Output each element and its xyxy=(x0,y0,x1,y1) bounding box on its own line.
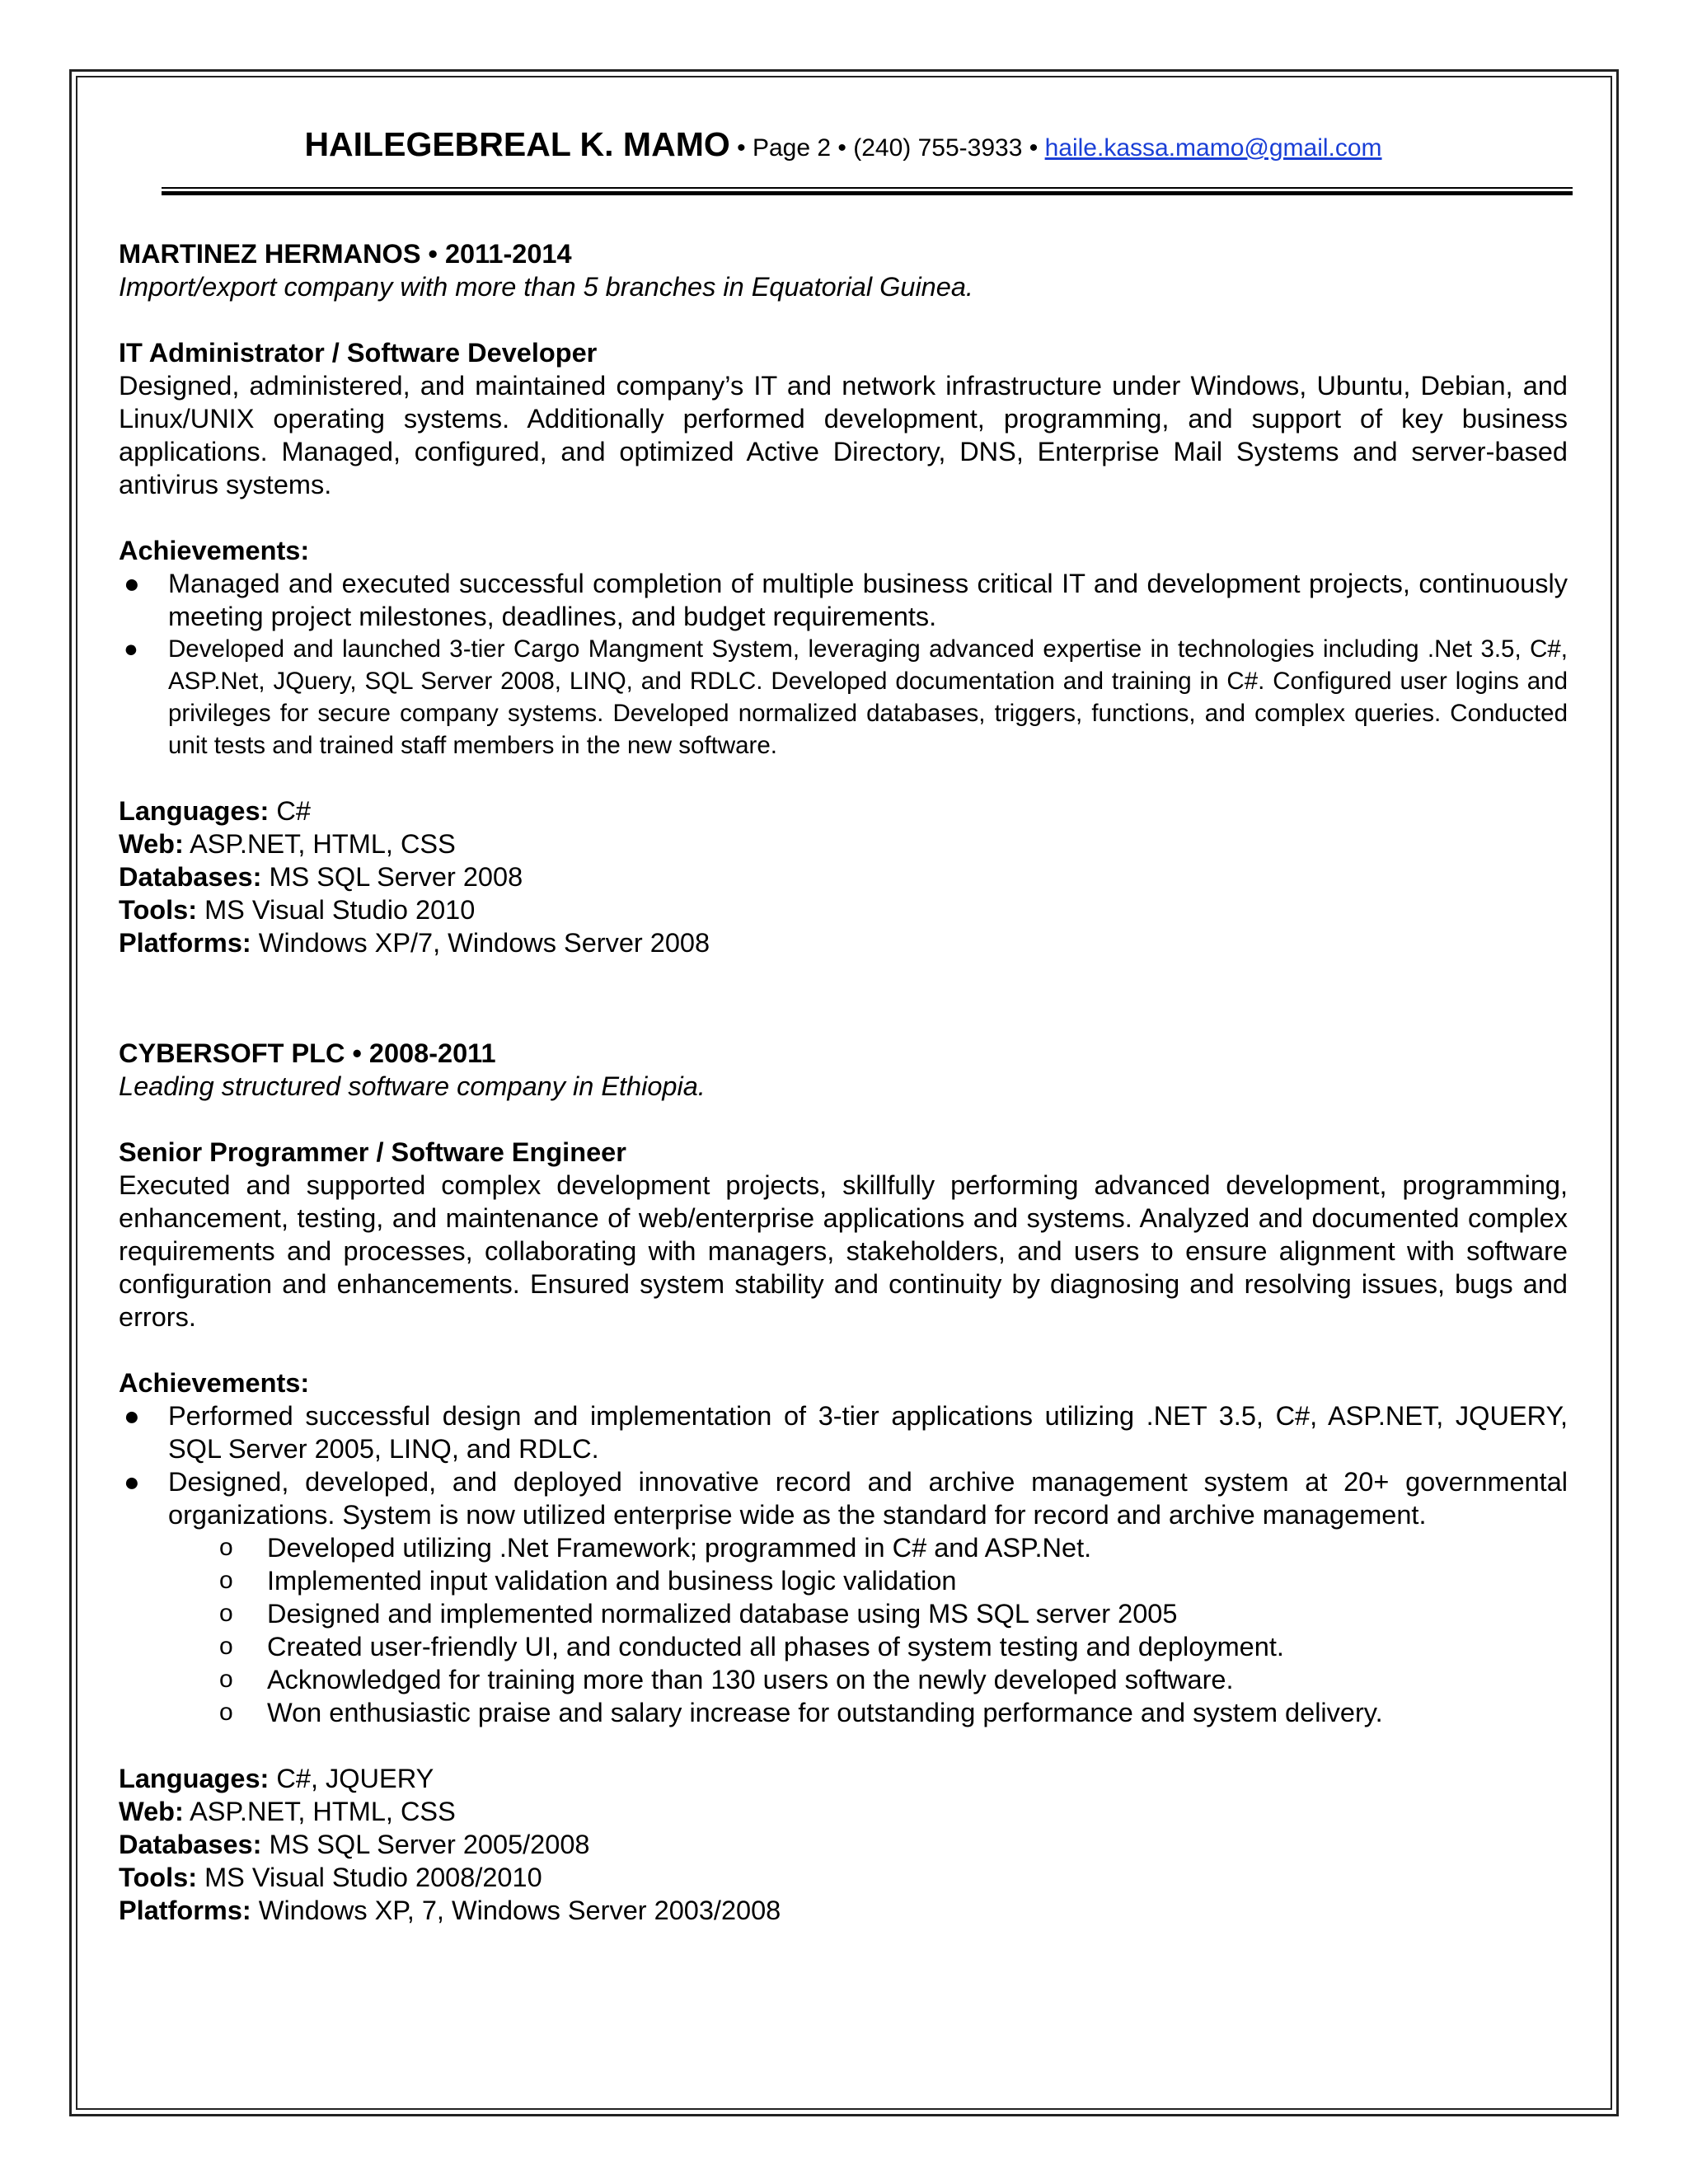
list-item: ● Developed and launched 3-tier Cargo Mangment System, leveraging advanced expertise in technologies including .Net 3.5, C#, ASP.Net, JQuery, SQL Server 2008, LINQ, and RDLC. Developed documentation and training in C#. Configured user logins and privileges for secure company systems. Developed normalized databases, triggers, functions, and complex queries. Conducted unit tests and trained staff members in the new software. xyxy=(119,633,1568,762)
achievements-heading: Achievements: xyxy=(119,536,310,565)
job-section-martinez xyxy=(119,237,1568,959)
job-summary: Designed, administered, and maintained company’s IT and network infrastructure under Windows, Ubuntu, Debian, and Linux/UNIX operating systems. Additionally performed development, programming, and support of key business applications. Managed, configured, and optimized Active Directory, DNS, Enterprise Mail Systems and server-based antivirus systems. xyxy=(119,371,1568,499)
company-heading: CYBERSOFT PLC • 2008-2011 xyxy=(119,1038,496,1068)
circle-bullet-icon: o xyxy=(219,1699,233,1726)
page-number: Page 2 xyxy=(752,134,832,162)
skill-row: Web: ASP.NET, HTML, CSS xyxy=(119,829,456,859)
list-item: o Acknowledged for training more than 130 users on the newly developed software. xyxy=(219,1665,1234,1694)
skill-row: Databases: MS SQL Server 2005/2008 xyxy=(119,1830,590,1859)
job-title: Senior Programmer / Software Engineer xyxy=(119,1137,626,1167)
resume-header xyxy=(119,124,1568,169)
skill-row: Databases: MS SQL Server 2008 xyxy=(119,862,523,892)
circle-bullet-icon: o xyxy=(219,1600,233,1627)
phone-number: (240) 755-3933 xyxy=(853,134,1023,162)
skill-row: Languages: C#, JQUERY xyxy=(119,1764,434,1793)
list-item: o Won enthusiastic praise and salary increase for outstanding performance and system delivery. xyxy=(219,1698,1383,1727)
achievements-list xyxy=(119,1399,1568,1531)
list-item: ● Performed successful design and implementation of 3-tier applications utilizing .NET 3.5, C#, ASP.NET, JQUERY, SQL Server 2005, LINQ, and RDLC. xyxy=(124,1401,1568,1464)
header-rule-thin xyxy=(162,187,1573,189)
list-item: o Designed and implemented normalized database using MS SQL server 2005 xyxy=(219,1599,1178,1629)
header-rule-thick xyxy=(162,191,1573,195)
list-item: o Developed utilizing .Net Framework; programmed in C# and ASP.Net. xyxy=(219,1533,1092,1563)
bullet-icon: ● xyxy=(124,635,138,663)
list-item: ● Designed, developed, and deployed innovative record and archive management system at 20+ governmental organizations. System is now utilized enterprise wide as the standard for record and archive management. xyxy=(124,1467,1568,1530)
job-title: IT Administrator / Software Developer xyxy=(119,338,598,368)
separator: • xyxy=(837,134,846,162)
skill-row: Platforms: Windows XP, 7, Windows Server 2003/2008 xyxy=(119,1896,781,1925)
sub-achievements-list xyxy=(119,1531,1568,1729)
company-heading: MARTINEZ HERMANOS • 2011-2014 xyxy=(119,239,572,269)
header-line xyxy=(119,124,1568,169)
skill-row: Tools: MS Visual Studio 2010 xyxy=(119,895,476,925)
list-item: o Implemented input validation and business logic validation xyxy=(219,1566,957,1596)
circle-bullet-icon: o xyxy=(219,1633,233,1660)
bullet-icon: ● xyxy=(124,1467,140,1497)
bullet-icon: ● xyxy=(124,1401,140,1431)
skills-block xyxy=(119,794,1568,959)
company-description: Leading structured software company in Ethiopia. xyxy=(119,1071,706,1101)
candidate-name: HAILEGEBREAL K. MAMO xyxy=(304,125,730,163)
bullet-icon: ● xyxy=(124,569,140,598)
separator: • xyxy=(1029,134,1039,162)
circle-bullet-icon: o xyxy=(219,1534,233,1561)
circle-bullet-icon: o xyxy=(219,1567,233,1594)
separator: • xyxy=(737,134,746,162)
skill-row: Tools: MS Visual Studio 2008/2010 xyxy=(119,1863,542,1892)
resume-body xyxy=(119,237,1568,1927)
list-item: o Created user-friendly UI, and conducted all phases of system testing and deployment. xyxy=(219,1632,1284,1661)
skill-row: Web: ASP.NET, HTML, CSS xyxy=(119,1797,456,1826)
company-description: Import/export company with more than 5 branches in Equatorial Guinea. xyxy=(119,272,973,302)
circle-bullet-icon: o xyxy=(219,1666,233,1693)
skills-block xyxy=(119,1762,1568,1927)
achievements-list xyxy=(119,567,1568,762)
achievements-heading: Achievements: xyxy=(119,1368,310,1398)
skill-row: Platforms: Windows XP/7, Windows Server 2008 xyxy=(119,928,710,958)
skill-row: Languages: C# xyxy=(119,796,311,826)
job-section-cybersoft xyxy=(119,1037,1568,1927)
email-link[interactable]: haile.kassa.mamo@gmail.com xyxy=(1044,134,1382,162)
job-summary: Executed and supported complex development projects, skillfully performing advanced development, programming, enhancement, testing, and maintenance of web/enterprise applications and systems. Analyzed and documented complex requirements and processes, collaborating with managers, stakeholders, and users to ensure alignment with software configuration and enhancements. Ensured system stability and continuity by diagnosing and resolving issues, bugs and errors. xyxy=(119,1170,1568,1332)
list-item: ● Managed and executed successful completion of multiple business critical IT and development projects, continuously meeting project milestones, deadlines, and budget requirements. xyxy=(124,569,1568,631)
